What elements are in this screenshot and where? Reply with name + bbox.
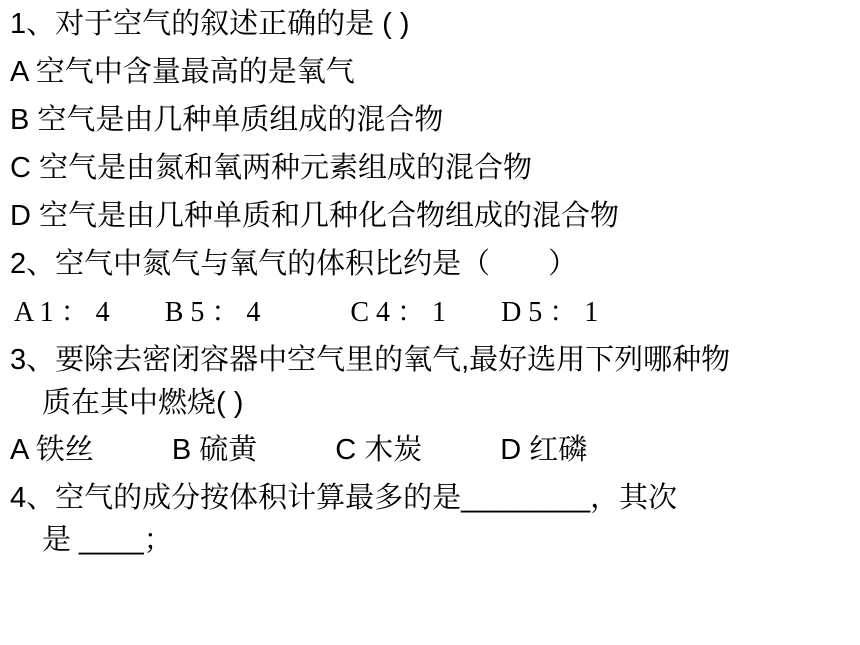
question-3-option-a: A 铁丝 bbox=[10, 434, 94, 466]
question-2-option-b: B 5 ： 4 bbox=[164, 297, 261, 328]
question-3-stem-line-1: 3、要除去密闭容器中空气里的氧气,最好选用下列哪种物 bbox=[10, 344, 731, 376]
question-3-option-b: B 硫黄 bbox=[171, 434, 258, 466]
question-1-option-b: B 空气是由几种单质组成的混合物 bbox=[10, 104, 444, 136]
question-2-stem: 2、空气中氮气与氧气的体积比约是（ ） bbox=[10, 248, 578, 280]
question-1-stem: 1、对于空气的叙述正确的是 ( ) bbox=[10, 8, 410, 40]
question-1-option-d: D 空气是由几种单质和几种化合物组成的混合物 bbox=[10, 200, 620, 232]
question-3-options bbox=[10, 432, 587, 468]
question-2-option-c: C 4 ： 1 bbox=[350, 297, 447, 328]
question-3-stem-line-2: 质在其中燃烧( ) bbox=[42, 387, 244, 419]
question-2-option-a: A 1 ： 4 bbox=[14, 297, 110, 328]
question-2-options bbox=[14, 295, 598, 331]
question-4-stem-line-1: 4、空气的成分按体积计算最多的是________，其次 bbox=[10, 482, 678, 514]
question-1-option-a: A 空气中含量最高的是氧气 bbox=[10, 56, 355, 88]
question-2-option-d: D 5 ： 1 bbox=[501, 297, 599, 328]
question-1-option-c: C 空气是由氮和氧两种元素组成的混合物 bbox=[10, 152, 533, 184]
question-3-option-d: D 红磷 bbox=[500, 434, 588, 466]
question-4-stem-line-2: 是 ____； bbox=[42, 524, 173, 556]
question-3-option-c: C 木炭 bbox=[335, 434, 423, 466]
